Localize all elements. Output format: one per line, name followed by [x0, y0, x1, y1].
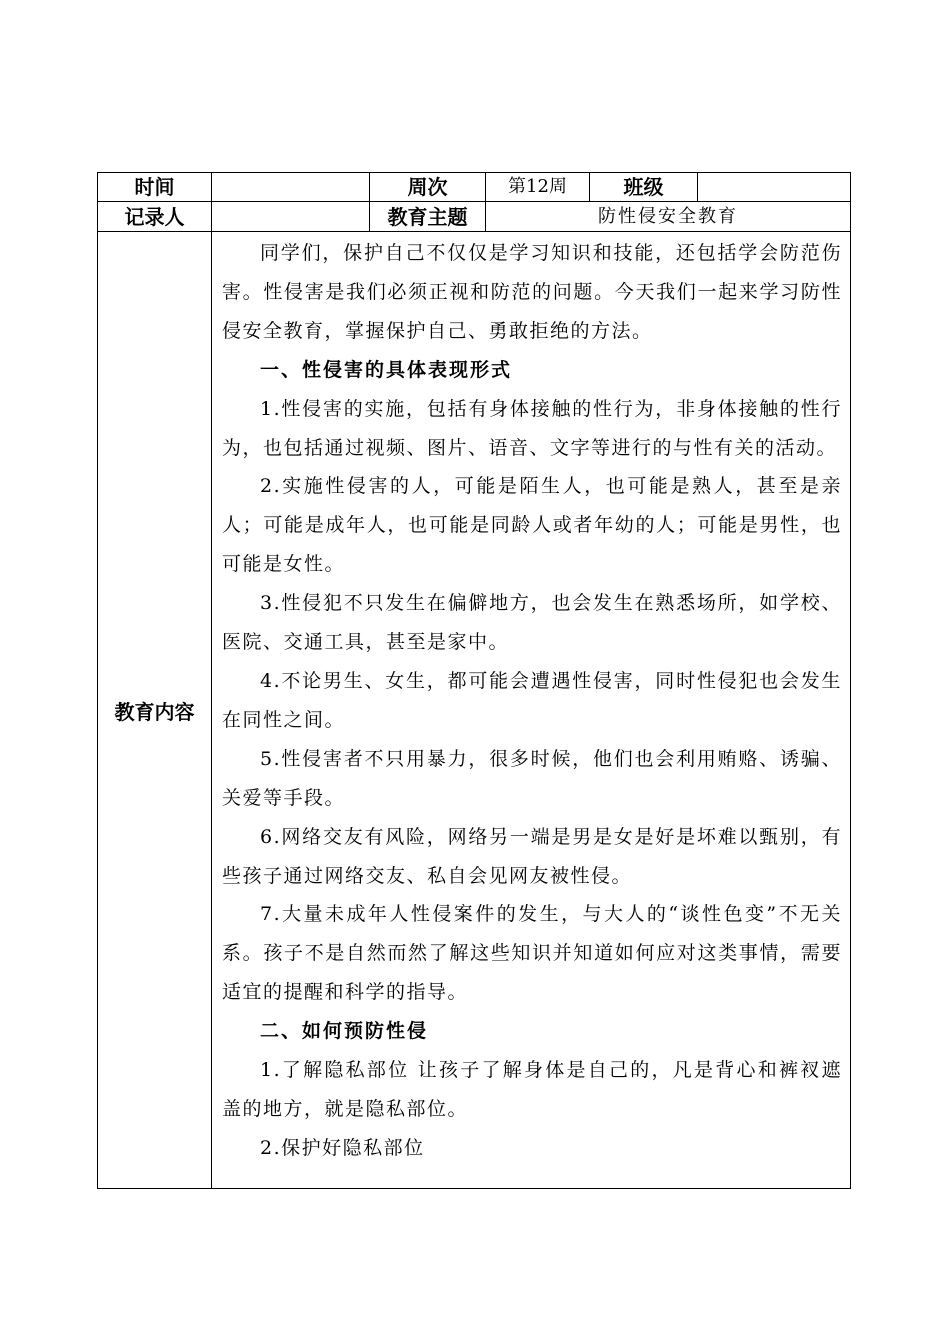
topic-label: 教育主题	[370, 202, 486, 232]
topic-value: 防性侵安全教育	[486, 202, 851, 232]
time-value	[212, 173, 370, 202]
recorder-label: 记录人	[98, 202, 212, 232]
section2-heading: 二、如何预防性侵	[260, 1020, 429, 1043]
content-label: 教育内容	[98, 232, 212, 1189]
week-label: 周次	[370, 173, 486, 202]
section1-item: 2.实施性侵害的人，可能是陌生人，也可能是熟人，甚至是亲人；可能是成年人，也可能是同龄人或者年幼的人；可能是男性，也可能是女性。	[222, 475, 842, 576]
section1-item: 5.性侵害者不只用暴力，很多时候，他们也会利用贿赂、诱骗、关爱等手段。	[222, 747, 842, 809]
section1-item: 3.性侵犯不只发生在偏僻地方，也会发生在熟悉场所，如学校、医院、交通工具，甚至是家中。	[222, 592, 842, 654]
table-row-content	[98, 232, 851, 1189]
section2-item: 1.了解隐私部位 让孩子了解身体是自己的，凡是背心和裤衩遮盖的地方，就是隐私部位。	[222, 1059, 842, 1120]
class-label: 班级	[590, 173, 698, 202]
section1-item: 1.性侵害的实施，包括有身体接触的性行为，非身体接触的性行为，也包括通过视频、图片、语音、文字等进行的与性有关的活动。	[222, 397, 842, 459]
week-value: 第12周	[486, 173, 590, 202]
section2-item: 2.保护好隐私部位	[260, 1136, 425, 1159]
content-body	[212, 232, 851, 1189]
intro-paragraph: 同学们，保护自己不仅仅是学习知识和技能，还包括学会防范伤害。性侵害是我们必须正视和防范的问题。今天我们一起来学习防性侵安全教育，掌握保护自己、勇敢拒绝的方法。	[222, 242, 842, 342]
class-value	[698, 173, 851, 202]
table-row-time	[98, 173, 851, 202]
section1-item: 7.大量未成年人性侵案件的发生，与大人的“谈性色变”不无关系。孩子不是自然而然了解这些知识并知道如何应对这类事情，需要适宜的提醒和科学的指导。	[222, 903, 842, 1004]
recorder-value	[212, 202, 370, 232]
section1-item: 4.不论男生、女生，都可能会遭遇性侵害，同时性侵犯也会发生在同性之间。	[222, 669, 842, 731]
table-row-recorder	[98, 202, 851, 232]
record-table	[97, 172, 851, 1189]
section1-item: 6.网络交友有风险，网络另一端是男是女是好是坏难以甄别，有些孩子通过网络交友、私自会见网友被性侵。	[222, 825, 842, 887]
section1-heading: 一、性侵害的具体表现形式	[260, 358, 513, 381]
time-label: 时间	[98, 173, 212, 202]
